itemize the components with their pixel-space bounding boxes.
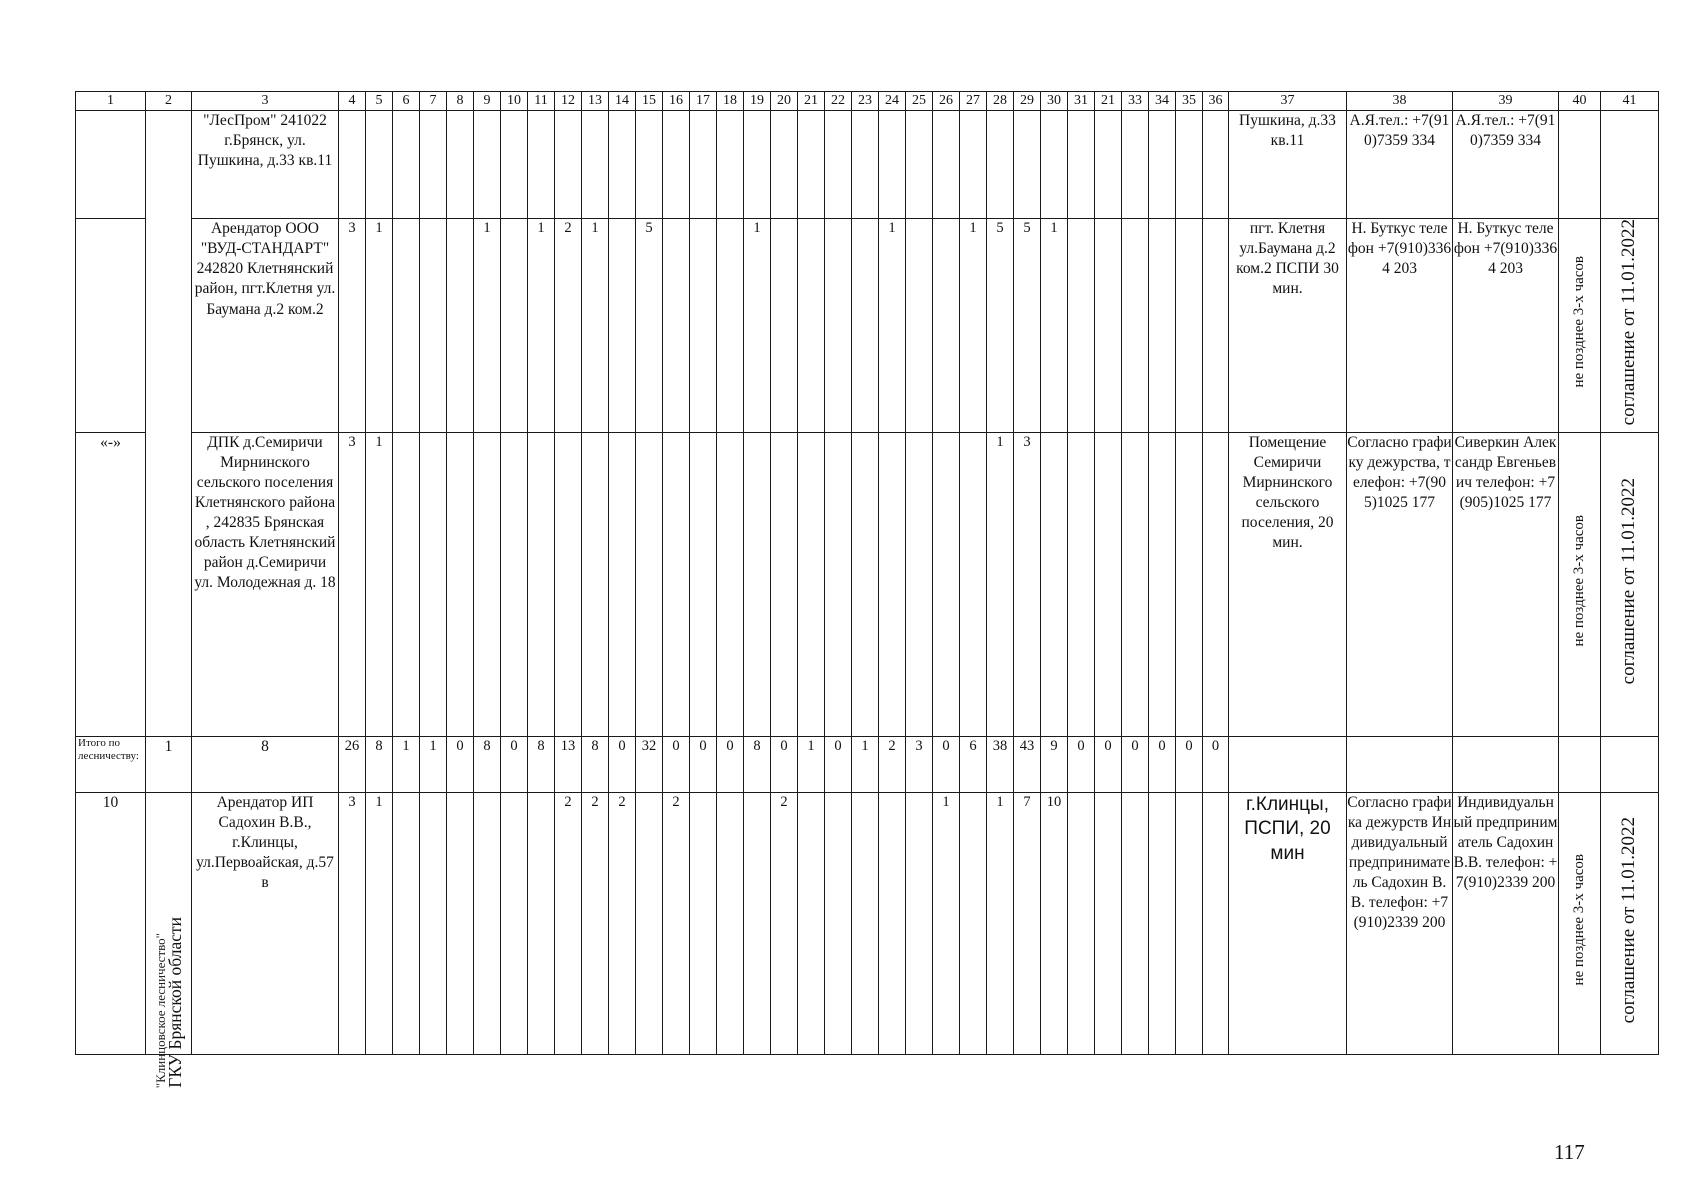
count-cell [339,111,366,219]
agreement-cell [1601,111,1659,219]
organization-cell: Арендатор ООО "ВУД-СТАНДАРТ" 242820 Клетнянский район, пгт.Клетня ул. Баумана д.2 ком.2 [192,219,339,433]
contact-cell: Согласно графику дежурства, телефон: +7(905)1025 177 [1347,432,1453,736]
count-cell [393,792,420,1054]
count-cell [1068,432,1095,736]
contact-cell: Н. Буткус телефон +7(910)3364 203 [1453,219,1559,433]
count-cell [1176,219,1203,433]
count-cell [636,111,663,219]
count-cell [474,111,501,219]
column-header: 8 [447,92,474,111]
column-header: 1 [76,92,146,111]
count-cell [825,111,852,219]
total-value-cell: 38 [987,736,1014,792]
count-cell [1122,432,1149,736]
count-cell: 5 [987,219,1014,433]
column-header: 34 [1149,92,1176,111]
contact-cell: А.Я.тел.: +7(910)7359 334 [1347,111,1453,219]
column-header: 17 [690,92,717,111]
total-value-cell: 0 [1203,736,1229,792]
count-cell [1068,792,1095,1054]
column-header: 38 [1347,92,1453,111]
total-value-cell: 0 [825,736,852,792]
column-header: 28 [987,92,1014,111]
total-row [76,736,1659,792]
count-cell: 1 [366,219,393,433]
column-header: 33 [1122,92,1149,111]
total-value-cell: 8 [744,736,771,792]
count-cell: 3 [339,219,366,433]
place-cell: Помещение Семиричи Мирнинского сельского поселения, 20 мин. [1229,432,1347,736]
column-header: 27 [960,92,987,111]
row-number-cell [76,219,146,433]
term-text: не позднее 3-х часов [1570,854,1587,986]
count-cell [1068,219,1095,433]
total-value-cell: 0 [1095,736,1122,792]
contact-cell: Н. Буткус телефон +7(910)3364 203 [1347,219,1453,433]
count-cell [1095,219,1122,433]
column-header: 37 [1229,92,1347,111]
total-value-cell: 1 [798,736,825,792]
agreement-text: соглашение от 11.01.2022 [1618,219,1640,426]
count-cell [1149,432,1176,736]
count-cell [447,219,474,433]
place-cell: пгт. Клетня ул.Баумана д.2 ком.2 ПСПИ 30 мин. [1229,219,1347,433]
count-cell [528,432,555,736]
column-header: 9 [474,92,501,111]
column-header: 11 [528,92,555,111]
count-cell [582,111,609,219]
count-cell [798,219,825,433]
table-row [76,432,1659,736]
total-value-cell: 0 [717,736,744,792]
count-cell [1203,219,1229,433]
count-cell: 1 [474,219,501,433]
count-cell [609,432,636,736]
total-label-cell: Итого по лесничеству: [76,736,146,792]
count-cell: 2 [663,792,690,1054]
total-value-cell: 43 [1014,736,1041,792]
count-cell [393,111,420,219]
count-cell [1041,432,1068,736]
total-value-cell: 1 [852,736,879,792]
count-cell [717,219,744,433]
count-cell [447,792,474,1054]
count-cell [852,111,879,219]
count-cell [1149,219,1176,433]
count-cell [663,219,690,433]
count-cell [447,432,474,736]
column-header: 29 [1014,92,1041,111]
count-cell: 2 [555,219,582,433]
header-row [76,92,1659,111]
count-cell: 1 [582,219,609,433]
count-cell [1203,432,1229,736]
place-cell: г.Клинцы, ПСПИ, 20 мин [1229,792,1347,1054]
count-cell [663,111,690,219]
count-cell [609,111,636,219]
column-header: 25 [906,92,933,111]
column-header: 40 [1559,92,1601,111]
count-cell: 3 [339,792,366,1054]
count-cell [528,111,555,219]
agreement-text: соглашение от 11.01.2022 [1618,816,1640,1024]
count-cell [744,111,771,219]
column-header: 22 [825,92,852,111]
total-value-cell: 8 [366,736,393,792]
term-text: не позднее 3-х часов [1570,256,1587,388]
count-cell [609,219,636,433]
empty-cell [1453,736,1559,792]
total-value-cell: 0 [663,736,690,792]
count-cell [1014,111,1041,219]
column-header: 21 [798,92,825,111]
count-cell [636,432,663,736]
column-header: 5 [366,92,393,111]
empty-cell [1601,736,1659,792]
count-cell [474,432,501,736]
forestry-cell [146,111,192,737]
column-header: 24 [879,92,906,111]
column-header: 16 [663,92,690,111]
count-cell: 1 [366,432,393,736]
total-value-cell: 13 [555,736,582,792]
count-cell [1203,111,1229,219]
count-cell [366,111,393,219]
count-cell [1149,111,1176,219]
count-cell: 2 [609,792,636,1054]
count-cell [1095,792,1122,1054]
column-header: 12 [555,92,582,111]
count-cell: 1 [879,219,906,433]
count-cell [501,792,528,1054]
count-cell [906,432,933,736]
count-cell [798,111,825,219]
count-cell [690,219,717,433]
count-cell [393,432,420,736]
count-cell [501,111,528,219]
count-cell [879,792,906,1054]
total-value-cell: 8 [582,736,609,792]
report-table [75,91,1659,1055]
column-header: 18 [717,92,744,111]
forestry-name: ГКУ Брянской области [164,917,185,1088]
count-cell [771,111,798,219]
count-cell [825,432,852,736]
empty-cell [1229,736,1347,792]
row-number-cell: 10 [76,792,146,1054]
organization-cell: ДПК д.Семиричи Мирнинского сельского поселения Клетнянского района , 242835 Брянская область Клетнянский район д.Семиричи ул. Молодежная д. 18 [192,432,339,736]
count-cell [1095,432,1122,736]
count-cell: 3 [339,432,366,736]
count-cell [960,111,987,219]
count-cell [717,111,744,219]
total-value-cell: 2 [879,736,906,792]
count-cell [420,111,447,219]
count-cell [717,432,744,736]
count-cell [1095,111,1122,219]
count-cell [825,792,852,1054]
column-header: 26 [933,92,960,111]
total-value-cell: 0 [771,736,798,792]
count-cell [960,792,987,1054]
agreement-cell [1601,432,1659,736]
count-cell [1122,111,1149,219]
total-value-cell: 6 [960,736,987,792]
count-cell [690,792,717,1054]
count-cell [744,792,771,1054]
total-col3: 8 [192,736,339,792]
total-value-cell: 8 [528,736,555,792]
count-cell: 1 [366,792,393,1054]
term-text: не позднее 3-х часов [1570,515,1587,647]
empty-cell [1347,736,1453,792]
count-cell [852,792,879,1054]
forestry-name-cut: "Клинцовское лесничество" [152,932,168,1088]
count-cell [555,432,582,736]
count-cell [528,792,555,1054]
column-header: 10 [501,92,528,111]
table-row [76,792,1659,1054]
total-value-cell: 0 [609,736,636,792]
count-cell: 3 [1014,432,1041,736]
total-value-cell: 1 [393,736,420,792]
column-header: 31 [1068,92,1095,111]
count-cell [879,111,906,219]
total-value-cell: 0 [501,736,528,792]
count-cell [717,792,744,1054]
count-cell: 1 [987,432,1014,736]
count-cell [960,432,987,736]
count-cell [933,219,960,433]
count-cell [933,432,960,736]
term-cell [1559,219,1601,433]
count-cell: 5 [1014,219,1041,433]
organization-cell: Арендатор ИП Садохин В.В., г.Клинцы, ул.Первоайская, д.57 в [192,792,339,1054]
count-cell: 1 [987,792,1014,1054]
count-cell [690,432,717,736]
count-cell [447,111,474,219]
total-value-cell: 1 [420,736,447,792]
column-header: 21 [1095,92,1122,111]
count-cell [1122,792,1149,1054]
count-cell [906,219,933,433]
column-header: 35 [1176,92,1203,111]
total-value-cell: 0 [933,736,960,792]
contact-cell: Индивидуальный предприниматель Садохин В.В. телефон: +7(910)2339 200 [1453,792,1559,1054]
contact-cell: Сиверкин Александр Евгеньевич телефон: +7(905)1025 177 [1453,432,1559,736]
total-col2: 1 [146,736,192,792]
count-cell [933,111,960,219]
column-header: 2 [146,92,192,111]
count-cell [663,432,690,736]
count-cell [1041,111,1068,219]
count-cell [825,219,852,433]
count-cell [420,792,447,1054]
count-cell [852,432,879,736]
count-cell: 7 [1014,792,1041,1054]
empty-cell [1559,736,1601,792]
count-cell [1068,111,1095,219]
total-value-cell: 0 [1122,736,1149,792]
term-cell [1559,111,1601,219]
forestry-vertical-label [146,820,192,1088]
column-header: 30 [1041,92,1068,111]
count-cell [1203,792,1229,1054]
count-cell [555,111,582,219]
column-header: 39 [1453,92,1559,111]
total-value-cell: 0 [1068,736,1095,792]
count-cell: 10 [1041,792,1068,1054]
count-cell [1176,111,1203,219]
count-cell: 1 [960,219,987,433]
count-cell [987,111,1014,219]
count-cell [501,219,528,433]
count-cell [420,219,447,433]
place-cell: Пушкина, д.33 кв.11 [1229,111,1347,219]
term-cell [1559,792,1601,1054]
count-cell: 2 [582,792,609,1054]
count-cell: 1 [744,219,771,433]
column-header: 23 [852,92,879,111]
count-cell [906,792,933,1054]
total-value-cell: 0 [1176,736,1203,792]
count-cell [1149,792,1176,1054]
column-header: 6 [393,92,420,111]
count-cell [1176,792,1203,1054]
count-cell [852,219,879,433]
column-header: 20 [771,92,798,111]
row-number-cell [76,111,146,219]
total-value-cell: 3 [906,736,933,792]
column-header: 15 [636,92,663,111]
count-cell [771,219,798,433]
count-cell [393,219,420,433]
page-number: 117 [1554,1140,1585,1164]
count-cell [744,432,771,736]
count-cell [798,792,825,1054]
column-header: 13 [582,92,609,111]
column-header: 14 [609,92,636,111]
contact-cell: Согласно графика дежурств Индивидуальный предприниматель Садохин В.В. телефон: +7(910)2339 200 [1347,792,1453,1054]
count-cell: 1 [933,792,960,1054]
count-cell [879,432,906,736]
agreement-cell [1601,792,1659,1054]
count-cell [906,111,933,219]
contact-cell: А.Я.тел.: +7(910)7359 334 [1453,111,1559,219]
organization-cell: "ЛесПром" 241022 г.Брянск, ул. Пушкина, д.33 кв.11 [192,111,339,219]
count-cell [1176,432,1203,736]
count-cell: 1 [528,219,555,433]
column-header: 7 [420,92,447,111]
count-cell: 1 [1041,219,1068,433]
column-header: 41 [1601,92,1659,111]
count-cell [474,792,501,1054]
table-row [76,219,1659,433]
column-header: 19 [744,92,771,111]
column-header: 36 [1203,92,1229,111]
count-cell [501,432,528,736]
count-cell [582,432,609,736]
count-cell [690,111,717,219]
total-value-cell: 0 [690,736,717,792]
column-header: 4 [339,92,366,111]
column-header: 3 [192,92,339,111]
total-value-cell: 0 [1149,736,1176,792]
agreement-cell [1601,219,1659,433]
total-value-cell: 8 [474,736,501,792]
count-cell: 2 [555,792,582,1054]
count-cell: 5 [636,219,663,433]
total-value-cell: 9 [1041,736,1068,792]
count-cell [636,792,663,1054]
total-value-cell: 32 [636,736,663,792]
count-cell [420,432,447,736]
count-cell [1122,219,1149,433]
row-number-cell: «-» [76,432,146,736]
agreement-text: соглашение от 11.01.2022 [1618,477,1640,685]
total-value-cell: 26 [339,736,366,792]
count-cell: 2 [771,792,798,1054]
count-cell [798,432,825,736]
table-row [76,111,1659,219]
total-value-cell: 0 [447,736,474,792]
count-cell [771,432,798,736]
term-cell [1559,432,1601,736]
